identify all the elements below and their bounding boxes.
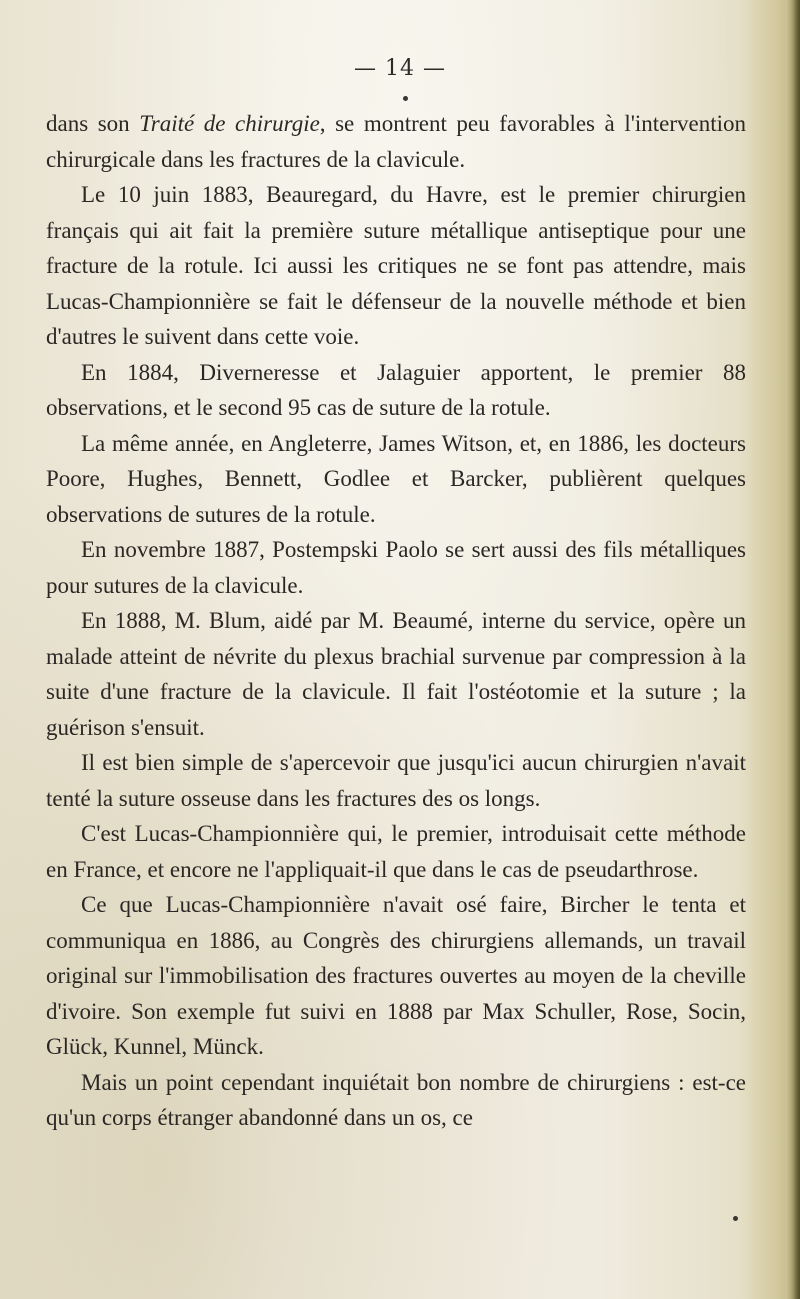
paragraph: [46, 177, 746, 355]
paragraph-text: En 1888, M. Blum, aidé par M. Beaumé, interne du service, opère un malade atteint de névrite du plexus brachial survenue par compression à la suite d'une fracture de la clavicule. Il fait l'ostéotomie et la suture ; la guérison s'ensuit.: [46, 608, 746, 740]
paragraph: [46, 816, 746, 887]
page-edge-shadow: [746, 0, 786, 1299]
page-binding-edge: [786, 0, 800, 1299]
italic-title: Traité de chirurgie: [139, 111, 320, 136]
paragraph: [46, 887, 746, 1065]
paragraph: [46, 106, 746, 177]
body-text: [46, 106, 746, 1136]
page-number-header: — 14 —: [354, 56, 446, 81]
paragraph-text: Le 10 juin 1883, Beauregard, du Havre, est le premier chirurgien français qui ait fait la première suture métallique antiseptique pour une fracture de la rotule. Ici aussi les critiques ne se font pas attendre, mais Lucas-Championnière se fait le défenseur de la nouvelle méthode et bien d'autres le suivent dans cette voie.: [46, 182, 746, 349]
ink-speck: [403, 96, 408, 101]
paragraph: [46, 426, 746, 533]
paragraph: [46, 745, 746, 816]
paragraph: [46, 355, 746, 426]
paragraph: [46, 1065, 746, 1136]
paragraph-text: Il est bien simple de s'apercevoir que jusqu'ici aucun chirurgien n'avait tenté la suture osseuse dans les fractures des os longs.: [46, 750, 746, 811]
paragraph: [46, 532, 746, 603]
paragraph-text: , se montrent peu favorables à l'intervention chirurgicale dans les fractures de la clavicule.: [46, 111, 746, 172]
paragraph-text: C'est Lucas-Championnière qui, le premier, introduisait cette méthode en France, et encore ne l'appliquait-il que dans le cas de pseudarthrose.: [46, 821, 746, 882]
paragraph-text: dans son: [46, 111, 140, 136]
paragraph-text: La même année, en Angleterre, James Witson, et, en 1886, les docteurs Poore, Hughes, Bennett, Godlee et Barcker, publièrent quelques observations de sutures de la rotule.: [46, 430, 746, 527]
paragraph-text: Ce que Lucas-Championnière n'avait osé faire, Bircher le tenta et communiqua en 1886, au Congrès des chirurgiens allemands, un travail original sur l'immobilisation des fractures ouvertes au moyen de la cheville d'ivoire. Son exemple fut suivi en 1888 par Max Schuller, Rose, Socin, Glück, Kunnel, Münck.: [46, 892, 746, 1059]
paragraph-text: Mais un point cependant inquiétait bon nombre de chirurgiens : est-ce qu'un corps étranger abandonné dans un os, ce: [46, 1069, 746, 1130]
paragraph: [46, 603, 746, 745]
paragraph-text: En 1884, Diverneresse et Jalaguier apportent, le premier 88 observations, et le second 95 cas de suture de la rotule.: [46, 359, 746, 420]
ink-speck: [733, 1216, 738, 1221]
paragraph-text: En novembre 1887, Postempski Paolo se sert aussi des fils métalliques pour sutures de la clavicule.: [46, 537, 746, 598]
